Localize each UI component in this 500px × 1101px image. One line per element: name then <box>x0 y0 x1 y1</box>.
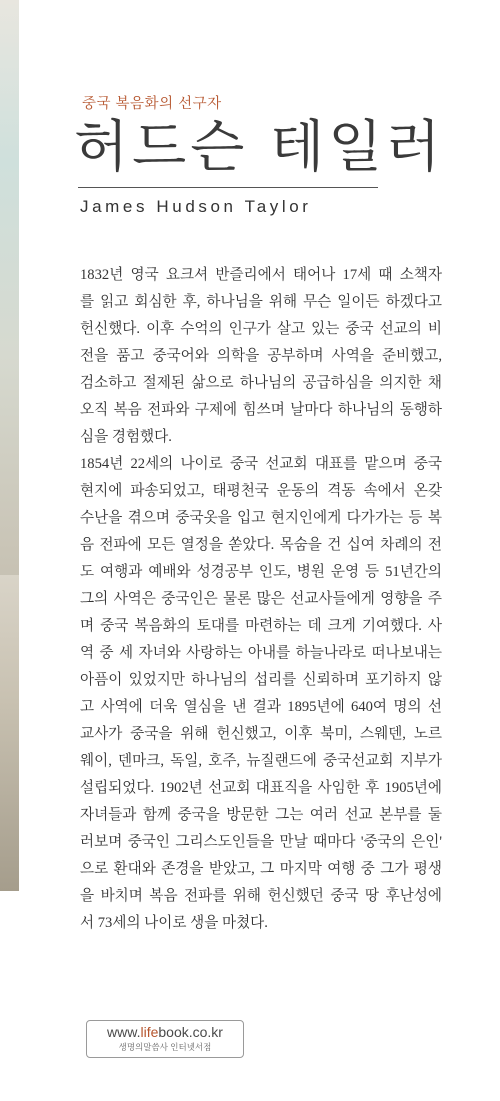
body-line: 오직 복음 전파와 구제에 힘쓰며 날마다 하나님의 동행하 <box>80 402 442 418</box>
body-line: 서 73세의 나이로 생을 마쳤다. <box>80 915 268 931</box>
body-line: 도 여행과 예배와 성경공부 인도, 병원 운영 등 51년간의 <box>80 564 442 580</box>
body-line: 전을 품고 중국어와 의학을 공부하며 사역을 준비했고, <box>80 348 442 364</box>
book-subtitle: 중국 복음화의 선구자 <box>82 96 222 112</box>
website-caption: 생명의말씀사 인터넷서점 <box>118 1042 212 1052</box>
body-line: 아픔이 있었지만 하나님의 섭리를 신뢰하며 포기하지 않 <box>80 672 442 688</box>
body-line: 고 사역에 더욱 열심을 낸 결과 1895년에 640여 명의 선 <box>80 699 442 715</box>
url-accent: life <box>140 1024 159 1040</box>
body-line: 러보며 중국인 그리스도인들을 만날 때마다 '중국의 은인' <box>80 834 442 850</box>
body-line: 헌신했다. 이후 수억의 인구가 살고 있는 중국 선교의 비 <box>80 321 442 337</box>
body-line: 심을 경험했다. <box>80 429 172 445</box>
portrait-edge-image <box>0 575 19 891</box>
url-suffix: book.co.kr <box>158 1024 223 1040</box>
body-line: 음 전파에 모든 열정을 쏟았다. 목숨을 건 십여 차례의 전 <box>80 537 442 553</box>
body-line: 역 중 세 자녀와 사랑하는 아내를 하늘나라로 떠나보내는 <box>80 645 442 661</box>
body-line: 그의 사역은 중국인은 물론 많은 선교사들에게 영향을 주 <box>80 591 442 607</box>
title-divider <box>78 187 378 188</box>
biography-text <box>80 262 442 937</box>
website-badge[interactable] <box>86 1020 244 1058</box>
body-line: 설립되었다. 1902년 선교회 대표직을 사임한 후 1905년에 <box>80 780 442 796</box>
url-prefix: www. <box>107 1024 141 1040</box>
book-subtitle-english: James Hudson Taylor <box>80 197 312 216</box>
body-line: 현지에 파송되었고, 태평천국 운동의 격동 속에서 온갖 <box>80 483 442 499</box>
body-line: 며 중국 복음화의 토대를 마련하는 데 크게 기여했다. 사 <box>80 618 442 634</box>
book-title: 허드슨 테일러 <box>74 115 445 180</box>
biography-paragraph-2 <box>80 451 442 937</box>
body-line: 1854년 22세의 나이로 중국 선교회 대표를 맡으며 중국 <box>80 456 442 472</box>
body-line: 검소하고 절제된 삶으로 하나님의 공급하심을 의지한 채 <box>80 375 442 391</box>
website-url[interactable] <box>87 1024 243 1041</box>
body-line: 1832년 영국 요크셔 반즐리에서 태어나 17세 때 소책자 <box>80 267 442 283</box>
body-line: 으로 환대와 존경을 받았고, 그 마지막 여행 중 그가 평생 <box>80 861 442 877</box>
body-line: 을 바치며 복음 전파를 위해 헌신했던 중국 땅 후난성에 <box>80 888 442 904</box>
cover-art-edge <box>0 0 19 891</box>
body-line: 를 읽고 회심한 후, 하나님을 위해 무슨 일이든 하겠다고 <box>80 294 442 310</box>
body-line: 교사가 중국을 위해 헌신했고, 이후 북미, 스웨덴, 노르 <box>80 726 442 742</box>
body-line: 자녀들과 함께 중국을 방문한 그는 여러 선교 본부를 둘 <box>80 807 442 823</box>
biography-paragraph-1 <box>80 262 442 451</box>
body-line: 웨이, 덴마크, 독일, 호주, 뉴질랜드에 중국선교회 지부가 <box>80 753 442 769</box>
body-line: 수난을 겪으며 중국옷을 입고 현지인에게 다가가는 등 복 <box>80 510 442 526</box>
